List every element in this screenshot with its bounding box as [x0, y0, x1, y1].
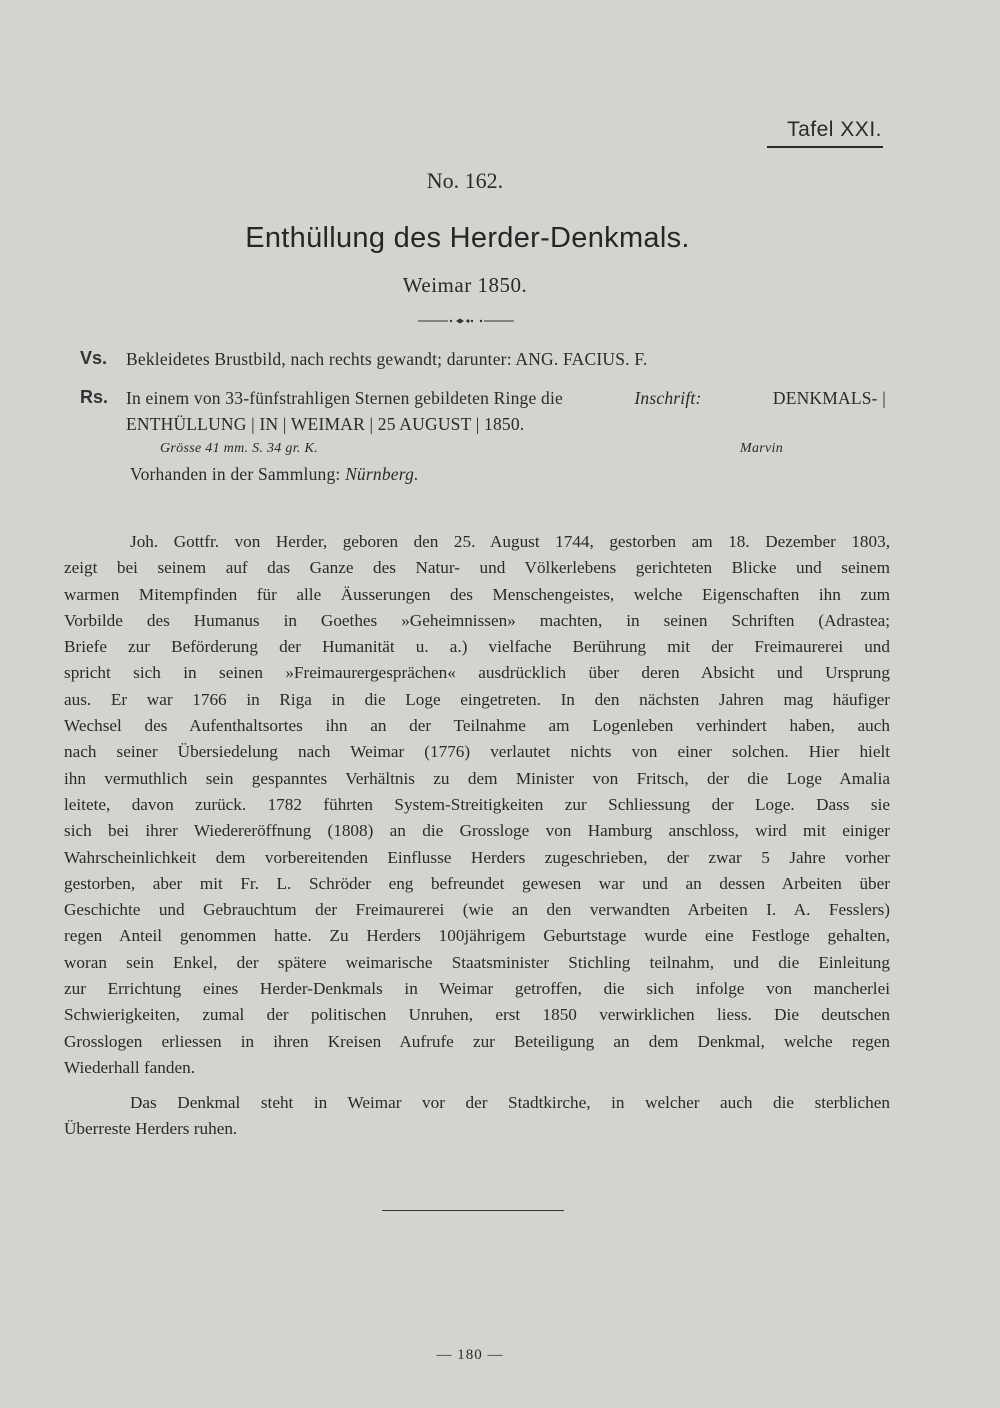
text-line: nach seiner Übersiedelung nach Weimar (1776) verlautet nichts von einer solchen. Hier hielt: [64, 742, 890, 762]
text-line: Joh. Gottfr. von Herder, geboren den 25. August 1744, gestorben am 18. Dezember 1803,: [130, 532, 890, 551]
collection-name: Marvin: [740, 441, 784, 456]
text-line: Schwierigkeiten, zumal der politischen Unruhen, erst 1850 verwirklichen liess. Die deutschen: [64, 1005, 890, 1025]
obverse-description: Bekleidetes Brustbild, nach rechts gewandt; darunter: ANG. FACIUS. F.: [126, 349, 648, 369]
text-line: leitete, davon zurück. 1782 führten System-Streitigkeiten zur Schliessung der Loge. Dass sie: [64, 794, 890, 814]
text-line: Vorbilde des Humanus in Goethes »Geheimnissen» machten, in seinen Schriften (Adrastea;: [64, 610, 890, 630]
plate-label: Tafel XXI.: [787, 118, 882, 141]
inscription-label: Inschrift:: [634, 388, 702, 408]
text-line: gestorben, aber mit Fr. L. Schröder eng befreundet gewesen war und an dessen Arbeiten über: [64, 873, 890, 893]
size-weight-line: Grösse 41 mm. S. 34 gr. K.: [160, 441, 318, 456]
ornament-divider: [418, 316, 514, 326]
body-paragraph-1: [64, 529, 890, 1081]
text-line: zeigt bei seinem auf das Ganze des Natur- und Völkerlebens gerichteten Blicke und seinem: [64, 558, 890, 578]
page-subtitle: Weimar 1850.: [402, 273, 528, 297]
text-line: spricht sich in seinen »Freimaurergesprächen« ausdrücklich über deren Absicht und Ursprung: [64, 663, 890, 683]
text-line: Das Denkmal steht in Weimar vor der Stadtkirche, in welcher auch die sterblichen: [130, 1093, 890, 1112]
page-number: — 180 —: [436, 1347, 504, 1363]
text-line: Wiederhall fanden.: [64, 1057, 196, 1077]
text-line: ihn vermuthlich sein gespanntes Verhältnis zu dem Minister von Fritsch, der die Loge Amalia: [64, 768, 890, 788]
text-line: Wahrscheinlichkeit dem vorbereitenden Einflusse Herders zugeschrieben, der zwar 5 Jahre vorher: [64, 847, 890, 867]
reverse-label: Rs.: [80, 387, 109, 407]
reverse-text-end: DENKMALS- |: [772, 388, 886, 408]
text-line: Geschichte und Gebrauchtum der Freimaurerei (wie an den verwandten Arbeiten I. A. Fesslers): [64, 900, 890, 920]
reverse-text-start: In einem von 33-fünfstrahligen Sternen gebildeten Ringe die: [126, 388, 564, 408]
text-line: warmen Mitempfinden für alle Äusserungen des Menschengeistes, welche Eigenschaften ihn zum: [64, 584, 890, 604]
reverse-line-1: [126, 388, 886, 409]
plate-underline: [767, 146, 883, 148]
end-rule: [382, 1210, 564, 1211]
text-line: zur Errichtung eines Herder-Denkmals in Weimar getroffen, die sich infolge von mancherlei: [64, 979, 890, 999]
holdings-line: [130, 464, 419, 485]
text-line: Briefe zur Beförderung der Humanität u. a.) vielfache Berührung mit der Freimaurerei und: [64, 637, 890, 657]
holdings-place: Nürnberg.: [345, 464, 419, 484]
body-paragraph-2: [64, 1090, 890, 1143]
text-line: Überreste Herders ruhen.: [64, 1119, 238, 1139]
text-line: regen Anteil genommen hatte. Zu Herders 100jährigem Geburtstage wurde eine Festloge gehalten,: [64, 926, 890, 946]
page-title: Enthüllung des Herder-Denkmals.: [245, 222, 690, 254]
obverse-label: Vs.: [80, 348, 108, 368]
text-line: Wechsel des Aufenthaltsortes ihn an der Teilnahme am Logenleben verhindert haben, auch: [64, 716, 890, 736]
text-line: woran sein Enkel, der spätere weimarische Staatsminister Stichling teilnahm, und die Einleitung: [64, 952, 890, 972]
reverse-line-2: ENTHÜLLUNG | IN | WEIMAR | 25 AUGUST | 1850.: [126, 414, 525, 434]
holdings-prefix: Vorhanden in der Sammlung:: [130, 464, 341, 484]
text-line: aus. Er war 1766 in Riga in die Loge eingetreten. In den nächsten Jahren mag häufiger: [64, 689, 890, 709]
text-line: Grosslogen erliessen in ihren Kreisen Aufrufe zur Beteiligung an dem Denkmal, welche regen: [64, 1031, 890, 1051]
entry-number: No. 162.: [426, 168, 504, 193]
text-line: sich bei ihrer Wiedereröffnung (1808) an die Grossloge von Hamburg anschloss, wird mit einiger: [64, 821, 890, 841]
